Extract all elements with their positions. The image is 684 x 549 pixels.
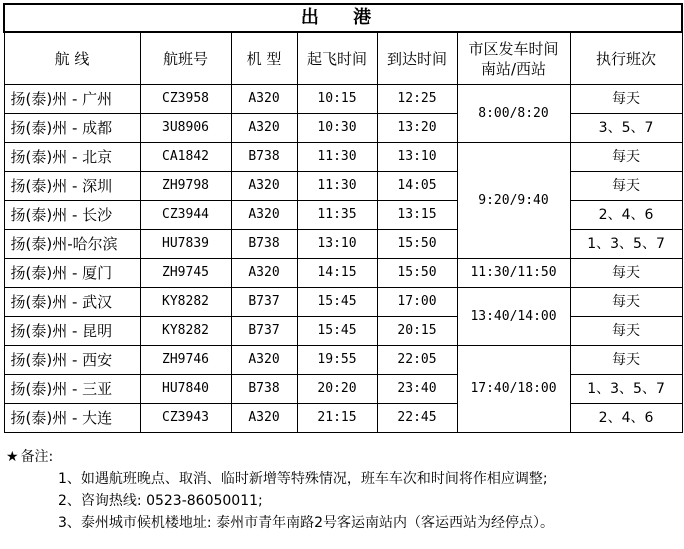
route-cell: 扬(泰)州 - 北京 xyxy=(4,143,140,172)
arrive-time-cell: 13:15 xyxy=(377,201,457,230)
flight-number-cell: CZ3958 xyxy=(140,85,231,114)
arrive-time-cell: 22:45 xyxy=(377,404,457,433)
schedule-cell: 每天 xyxy=(570,259,682,288)
route-cell: 扬(泰)州 - 三亚 xyxy=(4,375,140,404)
depart-time-cell: 11:30 xyxy=(297,172,377,201)
schedule-cell: 1、3、5、7 xyxy=(570,230,682,259)
table-row xyxy=(4,114,682,143)
table-row xyxy=(4,143,682,172)
aircraft-cell: A320 xyxy=(231,172,297,201)
arrive-time-cell: 13:10 xyxy=(377,143,457,172)
flight-number-cell: CZ3943 xyxy=(140,404,231,433)
depart-time-cell: 15:45 xyxy=(297,288,377,317)
flight-number-cell: 3U8906 xyxy=(140,114,231,143)
aircraft-cell: A320 xyxy=(231,259,297,288)
schedule-cell: 每天 xyxy=(570,317,682,346)
route-cell: 扬(泰)州 - 西安 xyxy=(4,346,140,375)
aircraft-cell: B737 xyxy=(231,317,297,346)
arrive-time-cell: 15:50 xyxy=(377,259,457,288)
flight-number-cell: HU7840 xyxy=(140,375,231,404)
header-bus-time-line1: 市区发车时间 xyxy=(468,39,559,58)
schedule-cell: 每天 xyxy=(570,85,682,114)
schedule-cell: 每天 xyxy=(570,143,682,172)
schedule-cell: 3、5、7 xyxy=(570,114,682,143)
notes-heading xyxy=(6,446,678,468)
schedule-cell: 每天 xyxy=(570,172,682,201)
header-aircraft: 机 型 xyxy=(231,32,297,85)
note-item-3: 3、泰州城市候机楼地址: 泰州市青年南路2号客运南站内（客运西站为经停点）。 xyxy=(58,515,554,531)
header-bus-time-line2: 南站/西站 xyxy=(480,59,547,78)
header-flight: 航班号 xyxy=(140,32,231,85)
table-row xyxy=(4,259,682,288)
schedule-table xyxy=(3,3,683,433)
flight-number-cell: HU7839 xyxy=(140,230,231,259)
aircraft-cell: B738 xyxy=(231,375,297,404)
bus-time-cell: 13:40/14:00 xyxy=(457,288,570,346)
aircraft-cell: A320 xyxy=(231,85,297,114)
notes-heading-text: 备注: xyxy=(20,449,54,465)
schedule-cell: 2、4、6 xyxy=(570,201,682,230)
table-row xyxy=(4,346,682,375)
route-cell: 扬(泰)州 - 武汉 xyxy=(4,288,140,317)
table-row xyxy=(4,288,682,317)
depart-time-cell: 11:30 xyxy=(297,143,377,172)
depart-time-cell: 10:15 xyxy=(297,85,377,114)
arrive-time-cell: 23:40 xyxy=(377,375,457,404)
aircraft-cell: B738 xyxy=(231,230,297,259)
arrive-time-cell: 13:20 xyxy=(377,114,457,143)
schedule-cell: 每天 xyxy=(570,288,682,317)
header-schedule: 执行班次 xyxy=(570,32,682,85)
table-row xyxy=(4,375,682,404)
depart-time-cell: 15:45 xyxy=(297,317,377,346)
flight-number-cell: ZH9745 xyxy=(140,259,231,288)
flight-number-cell: CZ3944 xyxy=(140,201,231,230)
flight-number-cell: ZH9798 xyxy=(140,172,231,201)
bus-time-cell: 8:00/8:20 xyxy=(457,85,570,143)
note-item-2: 2、咨询热线: 0523-86050011; xyxy=(58,493,263,509)
route-cell: 扬(泰)州 - 昆明 xyxy=(4,317,140,346)
aircraft-cell: B738 xyxy=(231,143,297,172)
header-arrive: 到达时间 xyxy=(377,32,457,85)
table-row xyxy=(4,404,682,433)
aircraft-cell: B737 xyxy=(231,288,297,317)
depart-time-cell: 13:10 xyxy=(297,230,377,259)
route-cell: 扬(泰)州 - 长沙 xyxy=(4,201,140,230)
header-route: 航 线 xyxy=(4,32,140,85)
flight-number-cell: KY8282 xyxy=(140,317,231,346)
table-row xyxy=(4,317,682,346)
departure-schedule xyxy=(3,3,681,431)
arrive-time-cell: 14:05 xyxy=(377,172,457,201)
header-bus-time xyxy=(457,32,570,85)
table-title: 出 港 xyxy=(4,4,682,32)
arrive-time-cell: 12:25 xyxy=(377,85,457,114)
note-item-1: 1、如遇航班晚点、取消、临时新增等特殊情况，班车车次和时间将作相应调整; xyxy=(58,471,548,487)
depart-time-cell: 21:15 xyxy=(297,404,377,433)
route-cell: 扬(泰)州 - 广州 xyxy=(4,85,140,114)
depart-time-cell: 14:15 xyxy=(297,259,377,288)
route-cell: 扬(泰)州 - 厦门 xyxy=(4,259,140,288)
table-row xyxy=(4,230,682,259)
aircraft-cell: A320 xyxy=(231,114,297,143)
depart-time-cell: 10:30 xyxy=(297,114,377,143)
depart-time-cell: 11:35 xyxy=(297,201,377,230)
route-cell: 扬(泰)州-哈尔滨 xyxy=(4,230,140,259)
arrive-time-cell: 17:00 xyxy=(377,288,457,317)
aircraft-cell: A320 xyxy=(231,201,297,230)
title-row xyxy=(4,4,682,32)
schedule-cell: 2、4、6 xyxy=(570,404,682,433)
route-cell: 扬(泰)州 - 成都 xyxy=(4,114,140,143)
bus-time-cell: 17:40/18:00 xyxy=(457,346,570,433)
flight-number-cell: CA1842 xyxy=(140,143,231,172)
bus-time-cell: 9:20/9:40 xyxy=(457,143,570,259)
schedule-rows xyxy=(4,85,682,433)
depart-time-cell: 19:55 xyxy=(297,346,377,375)
depart-time-cell: 20:20 xyxy=(297,375,377,404)
bus-time-cell: 11:30/11:50 xyxy=(457,259,570,288)
schedule-cell: 1、3、5、7 xyxy=(570,375,682,404)
flight-number-cell: KY8282 xyxy=(140,288,231,317)
table-row xyxy=(4,201,682,230)
arrive-time-cell: 15:50 xyxy=(377,230,457,259)
arrive-time-cell: 22:05 xyxy=(377,346,457,375)
table-row xyxy=(4,172,682,201)
notes-section xyxy=(6,446,678,534)
aircraft-cell: A320 xyxy=(231,404,297,433)
arrive-time-cell: 20:15 xyxy=(377,317,457,346)
header-depart: 起飞时间 xyxy=(297,32,377,85)
star-icon: ★ xyxy=(6,449,19,465)
header-row xyxy=(4,32,682,85)
route-cell: 扬(泰)州 - 大连 xyxy=(4,404,140,433)
table-row xyxy=(4,85,682,114)
route-cell: 扬(泰)州 - 深圳 xyxy=(4,172,140,201)
flight-number-cell: ZH9746 xyxy=(140,346,231,375)
aircraft-cell: A320 xyxy=(231,346,297,375)
schedule-cell: 每天 xyxy=(570,346,682,375)
